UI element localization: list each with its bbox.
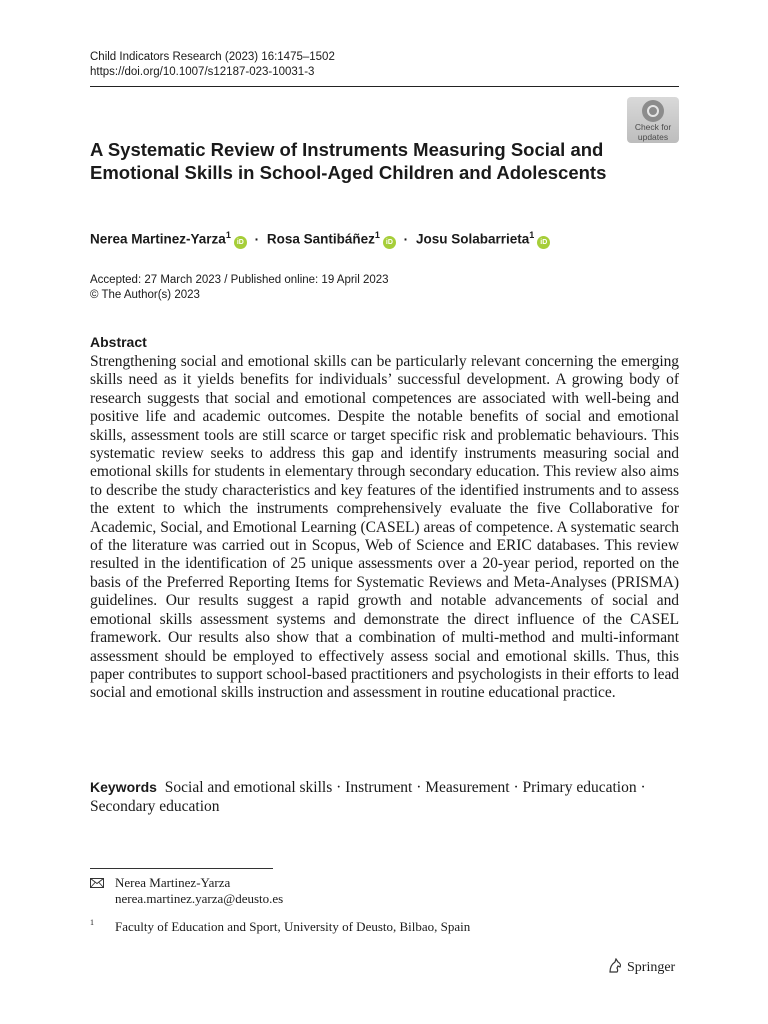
author-name: Nerea Martinez-Yarza <box>90 231 226 247</box>
journal-header <box>90 50 335 80</box>
publisher-name: Springer <box>627 960 676 975</box>
check-for-updates-badge[interactable] <box>627 97 679 143</box>
author-affiliation-mark: 1 <box>374 230 380 240</box>
author-affiliation-mark: 1 <box>529 230 535 240</box>
keywords <box>90 778 679 816</box>
corresponding-author <box>115 875 283 907</box>
springer-logo-icon <box>607 958 623 974</box>
affiliation-text: Faculty of Education and Sport, University of Deusto, Bilbao, Spain <box>115 919 471 934</box>
envelope-icon <box>90 878 104 888</box>
accepted-published-dates: Accepted: 27 March 2023 / Published online: 19 April 2023 <box>90 274 389 286</box>
publisher-logo <box>607 958 675 976</box>
check-updates-line2: updates <box>637 132 669 142</box>
corresponding-author-email[interactable]: nerea.martinez.yarza@deusto.es <box>115 891 284 906</box>
author-separator: · <box>254 231 260 247</box>
keywords-label: Keywords <box>90 779 157 795</box>
abstract-text: Strengthening social and emotional skills can be particularly relevant concerning the emerging skills need as it yields benefits for individuals’ successful development. A growing body of research suggests that social and emotional competences are associated with well-being and positive life and academic outcomes. Despite the notable benefits of social and emotional skills, assessment tools are still scarce or target specific risk and problematic behaviours. This systematic review seeks to address this gap and identify instruments measuring social and emotional skills for students in elementary through secondary education. This review also aims to describe the study characteristics and key features of the identified instruments and to assess the extent to which the instruments comprehensively evaluate the five Collaborative for Academic, Social, and Emotional Learning (CASEL) areas of competence. A systematic search of the literature was carried out in Scopus, Web of Science and ERIC databases. This review resulted in the identification of 25 unique assessments over a 20-year period, reported on the basis of the Preferred Reporting Items for Systematic Reviews and Meta-Analyses (PRISMA) guidelines. Our results suggest a rapid growth and notable advancements of social and emotional skills assessment systems and demonstrate the direct influence of the CASEL framework. Our results also show that a combination of multi-method and multi-informant assessment should be employed to effectively assess social and emotional skills. Thus, this paper contributes to support school-based practitioners and psychologists in their efforts to lead social and emotional skills instruction and assessment in routine educational practice. <box>90 353 679 702</box>
orcid-icon[interactable]: iD <box>537 236 550 249</box>
keywords-text: Social and emotional skills · Instrument · Measurement · Primary education · Secondary education <box>90 779 646 815</box>
author-name: Josu Solabarrieta <box>415 231 530 247</box>
doi-link[interactable]: https://doi.org/10.1007/s12187-023-10031-3 <box>90 66 315 78</box>
footnote-rule <box>90 868 273 869</box>
check-updates-icon <box>642 100 664 122</box>
check-updates-line1: Check for <box>634 122 672 132</box>
orcid-icon[interactable]: iD <box>234 236 247 249</box>
header-rule <box>90 86 679 87</box>
copyright-notice: © The Author(s) 2023 <box>90 289 200 301</box>
author-list <box>90 230 550 249</box>
corresponding-author-name: Nerea Martinez-Yarza <box>115 875 231 890</box>
journal-citation: Child Indicators Research (2023) 16:1475–1502 <box>90 51 335 63</box>
publication-dates <box>90 273 389 303</box>
article-title: A Systematic Review of Instruments Measuring Social and Emotional Skills in School-Aged Children and Adolescents <box>90 139 607 183</box>
affiliation-number: 1 <box>90 918 94 927</box>
author-separator: · <box>403 231 409 247</box>
orcid-icon[interactable]: iD <box>383 236 396 249</box>
author-affiliation-mark: 1 <box>225 230 231 240</box>
author-name: Rosa Santibáñez <box>266 231 375 247</box>
abstract-heading: Abstract <box>90 334 147 350</box>
